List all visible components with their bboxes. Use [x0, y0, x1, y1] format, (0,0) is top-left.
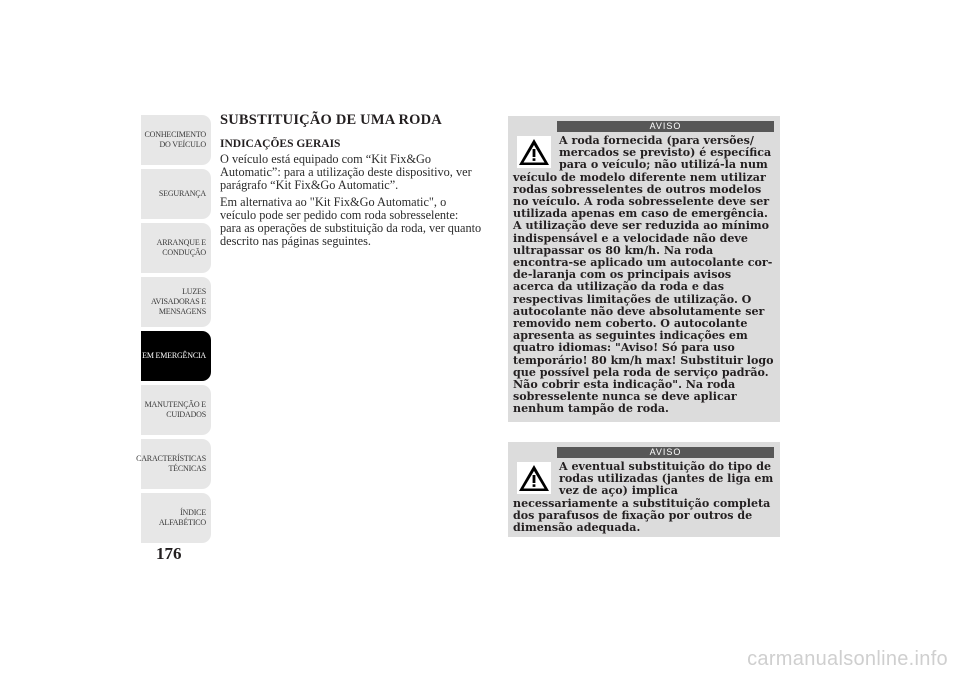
warning-box-2 [508, 442, 780, 537]
tab-seguranca[interactable] [141, 169, 211, 219]
tab-em-emergencia[interactable] [141, 331, 211, 381]
warning-label: AVISO [557, 121, 774, 132]
chapter-tabs [136, 115, 211, 547]
page-number: 176 [156, 544, 182, 563]
tab-label: ARRANQUE E CONDUÇÃO [156, 238, 206, 257]
section-subtitle: INDICAÇÕES GERAIS [220, 138, 341, 150]
tab-label: SEGURANÇA [158, 189, 206, 198]
tab-conhecimento-do-veiculo[interactable] [141, 115, 211, 165]
tab-label: CARACTERÍSTICAS TÉCNICAS [136, 454, 206, 473]
warning-box-1 [508, 116, 780, 422]
warning-triangle-icon [517, 136, 551, 168]
tab-indice-alfabetico[interactable] [141, 493, 211, 543]
tab-luzes-avisadoras[interactable] [141, 277, 211, 327]
warning-label: AVISO [557, 447, 774, 458]
tab-manutencao-e-cuidados[interactable] [141, 385, 211, 435]
watermark: carmanualsonline.info [747, 648, 948, 670]
tab-label: EM EMERGÊNCIA [142, 351, 206, 360]
tab-label: CONHECIMENTO DO VEÍCULO [144, 130, 206, 149]
tab-label: ÍNDICE ALFABÉTICO [158, 508, 206, 527]
tab-arranque-e-conducao[interactable] [141, 223, 211, 273]
tab-label: LUZES AVISADORAS E MENSAGENS [150, 287, 206, 316]
section-title: SUBSTITUIÇÃO DE UMA RODA [220, 112, 442, 128]
warning-text: A eventual substituição do tipo de rodas utilizadas (jantes de liga em vez de aço) implica necessariamente a substituição completa dos parafusos de fixação por outros de dimensão adequada. [513, 460, 774, 535]
main-content [220, 112, 482, 251]
warning-text: A roda fornecida (para versões/ mercados se previsto) é específica para o veículo; não utilizá-la num veículo de modelo diferente nem utilizar rodas sobresselentes de outros modelos no veículo. A roda sobresselente deve ser utilizada apenas em caso de emergência. A utilização deve ser reduzida ao mínimo indispensável e a velocidade não deve ultrapassar os 80 km/h. Na roda encontra-se aplicado um autocolante cor-de-laranja com os principais avisos acerca da utilização da roda e das respectivas limitações de utilização. O autocolante não deve absolutamente ser removido nem coberto. O autocolante apresenta as seguintes indicações em quatro idiomas: "Aviso! Só para uso temporário! 80 km/h max! Substituir logo que possível pela roda de serviço padrão. Não cobrir esta indicação". Na roda sobresselente nunca se deve aplicar nenhum tampão de roda. [513, 134, 774, 416]
tab-caracteristicas-tecnicas[interactable] [136, 439, 211, 489]
tab-label: MANUTENÇÃO E CUIDADOS [144, 400, 206, 419]
warning-triangle-icon [517, 462, 551, 494]
paragraph-2: Em alternativa ao "Kit Fix&Go Automatic", o veículo pode ser pedido com roda sobresselente: para as operações de substituição da roda, ver quanto descrito nas páginas seguintes. [220, 194, 482, 249]
paragraph-1: O veículo está equipado com “Kit Fix&Go Automatic”: para a utilização deste dispositivo, ver parágrafo “Kit Fix&Go Automatic”. [220, 152, 472, 193]
